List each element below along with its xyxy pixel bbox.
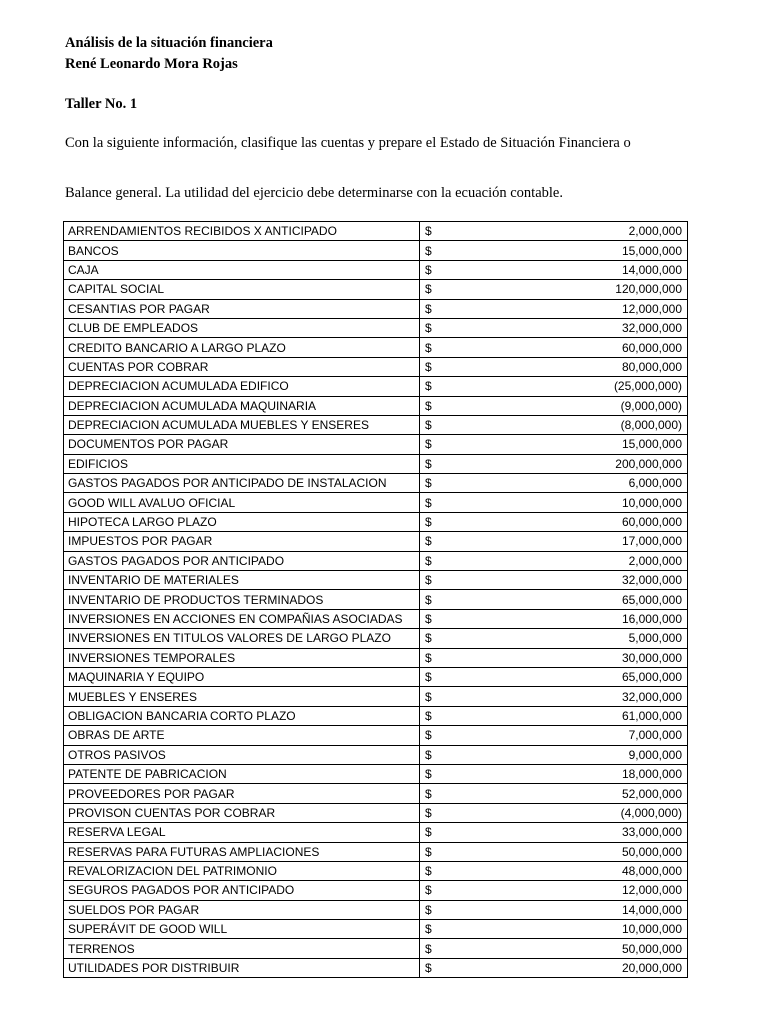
account-name-cell: PROVISON CUENTAS POR COBRAR xyxy=(64,803,420,822)
amount-cell: 16,000,000 xyxy=(441,609,688,628)
table-row xyxy=(64,454,688,473)
account-name-cell: UTILIDADES POR DISTRIBUIR xyxy=(64,958,420,977)
currency-symbol-cell: $ xyxy=(420,667,442,686)
account-name-cell: CESANTIAS POR PAGAR xyxy=(64,299,420,318)
currency-symbol-cell: $ xyxy=(420,648,442,667)
currency-symbol-cell: $ xyxy=(420,706,442,725)
currency-symbol-cell: $ xyxy=(420,571,442,590)
account-name-cell: CREDITO BANCARIO A LARGO PLAZO xyxy=(64,338,420,357)
account-name-cell: OTROS PASIVOS xyxy=(64,745,420,764)
table-row xyxy=(64,745,688,764)
amount-cell: 60,000,000 xyxy=(441,512,688,531)
table-row xyxy=(64,571,688,590)
currency-symbol-cell: $ xyxy=(420,280,442,299)
account-name-cell: SEGUROS PAGADOS POR ANTICIPADO xyxy=(64,881,420,900)
table-row xyxy=(64,260,688,279)
account-name-cell: RESERVA LEGAL xyxy=(64,823,420,842)
amount-cell: 32,000,000 xyxy=(441,571,688,590)
table-row xyxy=(64,609,688,628)
table-row xyxy=(64,900,688,919)
currency-symbol-cell: $ xyxy=(420,609,442,628)
currency-symbol-cell: $ xyxy=(420,881,442,900)
account-name-cell: DEPRECIACION ACUMULADA MAQUINARIA xyxy=(64,396,420,415)
amount-cell: 18,000,000 xyxy=(441,764,688,783)
account-name-cell: IMPUESTOS POR PAGAR xyxy=(64,532,420,551)
currency-symbol-cell: $ xyxy=(420,474,442,493)
accounts-table xyxy=(63,221,688,978)
amount-cell: 2,000,000 xyxy=(441,551,688,570)
table-row xyxy=(64,590,688,609)
currency-symbol-cell: $ xyxy=(420,299,442,318)
currency-symbol-cell: $ xyxy=(420,958,442,977)
account-name-cell: INVERSIONES TEMPORALES xyxy=(64,648,420,667)
amount-cell: 48,000,000 xyxy=(441,861,688,880)
accounts-table-body xyxy=(64,222,688,978)
workshop-title: Taller No. 1 xyxy=(65,96,138,112)
table-row xyxy=(64,629,688,648)
currency-symbol-cell: $ xyxy=(420,803,442,822)
amount-cell: 30,000,000 xyxy=(441,648,688,667)
account-name-cell: INVENTARIO DE PRODUCTOS TERMINADOS xyxy=(64,590,420,609)
amount-cell: 200,000,000 xyxy=(441,454,688,473)
table-row xyxy=(64,474,688,493)
account-name-cell: EDIFICIOS xyxy=(64,454,420,473)
account-name-cell: DEPRECIACION ACUMULADA EDIFICO xyxy=(64,377,420,396)
table-row xyxy=(64,435,688,454)
currency-symbol-cell: $ xyxy=(420,435,442,454)
table-row xyxy=(64,357,688,376)
currency-symbol-cell: $ xyxy=(420,493,442,512)
table-row xyxy=(64,861,688,880)
table-row xyxy=(64,551,688,570)
currency-symbol-cell: $ xyxy=(420,415,442,434)
currency-symbol-cell: $ xyxy=(420,222,442,241)
table-row xyxy=(64,241,688,260)
table-row xyxy=(64,958,688,977)
account-name-cell: DOCUMENTOS POR PAGAR xyxy=(64,435,420,454)
currency-symbol-cell: $ xyxy=(420,629,442,648)
currency-symbol-cell: $ xyxy=(420,784,442,803)
amount-cell: 61,000,000 xyxy=(441,706,688,725)
currency-symbol-cell: $ xyxy=(420,823,442,842)
table-row xyxy=(64,881,688,900)
table-row xyxy=(64,823,688,842)
amount-cell: 120,000,000 xyxy=(441,280,688,299)
currency-symbol-cell: $ xyxy=(420,939,442,958)
account-name-cell: RESERVAS PARA FUTURAS AMPLIACIONES xyxy=(64,842,420,861)
amount-cell: (4,000,000) xyxy=(441,803,688,822)
amount-cell: 50,000,000 xyxy=(441,842,688,861)
currency-symbol-cell: $ xyxy=(420,532,442,551)
currency-symbol-cell: $ xyxy=(420,920,442,939)
account-name-cell: BANCOS xyxy=(64,241,420,260)
amount-cell: 5,000,000 xyxy=(441,629,688,648)
currency-symbol-cell: $ xyxy=(420,900,442,919)
amount-cell: 33,000,000 xyxy=(441,823,688,842)
amount-cell: 32,000,000 xyxy=(441,318,688,337)
amount-cell: 14,000,000 xyxy=(441,900,688,919)
amount-cell: 50,000,000 xyxy=(441,939,688,958)
currency-symbol-cell: $ xyxy=(420,745,442,764)
amount-cell: 65,000,000 xyxy=(441,590,688,609)
table-row xyxy=(64,396,688,415)
amount-cell: 80,000,000 xyxy=(441,357,688,376)
table-row xyxy=(64,648,688,667)
currency-symbol-cell: $ xyxy=(420,764,442,783)
account-name-cell: GASTOS PAGADOS POR ANTICIPADO DE INSTALACION xyxy=(64,474,420,493)
amount-cell: 15,000,000 xyxy=(441,241,688,260)
account-name-cell: CAPITAL SOCIAL xyxy=(64,280,420,299)
amount-cell: 32,000,000 xyxy=(441,687,688,706)
amount-cell: 20,000,000 xyxy=(441,958,688,977)
account-name-cell: CUENTAS POR COBRAR xyxy=(64,357,420,376)
table-row xyxy=(64,299,688,318)
account-name-cell: INVERSIONES EN ACCIONES EN COMPAÑIAS ASOCIADAS xyxy=(64,609,420,628)
amount-cell: 10,000,000 xyxy=(441,920,688,939)
amount-cell: 15,000,000 xyxy=(441,435,688,454)
table-row xyxy=(64,687,688,706)
table-row xyxy=(64,706,688,725)
currency-symbol-cell: $ xyxy=(420,861,442,880)
amount-cell: 12,000,000 xyxy=(441,881,688,900)
account-name-cell: OBLIGACION BANCARIA CORTO PLAZO xyxy=(64,706,420,725)
table-row xyxy=(64,493,688,512)
account-name-cell: GOOD WILL AVALUO OFICIAL xyxy=(64,493,420,512)
currency-symbol-cell: $ xyxy=(420,260,442,279)
amount-cell: 9,000,000 xyxy=(441,745,688,764)
amount-cell: 10,000,000 xyxy=(441,493,688,512)
account-name-cell: OBRAS DE ARTE xyxy=(64,726,420,745)
table-row xyxy=(64,939,688,958)
currency-symbol-cell: $ xyxy=(420,357,442,376)
table-row xyxy=(64,512,688,531)
table-row xyxy=(64,803,688,822)
table-row xyxy=(64,377,688,396)
account-name-cell: CAJA xyxy=(64,260,420,279)
amount-cell: 14,000,000 xyxy=(441,260,688,279)
currency-symbol-cell: $ xyxy=(420,454,442,473)
amount-cell: 17,000,000 xyxy=(441,532,688,551)
table-row xyxy=(64,842,688,861)
amount-cell: (8,000,000) xyxy=(441,415,688,434)
account-name-cell: INVERSIONES EN TITULOS VALORES DE LARGO PLAZO xyxy=(64,629,420,648)
table-row xyxy=(64,764,688,783)
account-name-cell: PROVEEDORES POR PAGAR xyxy=(64,784,420,803)
account-name-cell: MAQUINARIA Y EQUIPO xyxy=(64,667,420,686)
account-name-cell: REVALORIZACION DEL PATRIMONIO xyxy=(64,861,420,880)
table-row xyxy=(64,920,688,939)
table-row xyxy=(64,415,688,434)
amount-cell: 12,000,000 xyxy=(441,299,688,318)
currency-symbol-cell: $ xyxy=(420,512,442,531)
currency-symbol-cell: $ xyxy=(420,396,442,415)
account-name-cell: ARRENDAMIENTOS RECIBIDOS X ANTICIPADO xyxy=(64,222,420,241)
account-name-cell: SUELDOS POR PAGAR xyxy=(64,900,420,919)
amount-cell: 52,000,000 xyxy=(441,784,688,803)
table-row xyxy=(64,222,688,241)
table-row xyxy=(64,784,688,803)
account-name-cell: SUPERÁVIT DE GOOD WILL xyxy=(64,920,420,939)
currency-symbol-cell: $ xyxy=(420,842,442,861)
account-name-cell: INVENTARIO DE MATERIALES xyxy=(64,571,420,590)
account-name-cell: DEPRECIACION ACUMULADA MUEBLES Y ENSERES xyxy=(64,415,420,434)
table-row xyxy=(64,280,688,299)
currency-symbol-cell: $ xyxy=(420,726,442,745)
document-title: Análisis de la situación financiera xyxy=(65,35,273,51)
table-row xyxy=(64,532,688,551)
amount-cell: (9,000,000) xyxy=(441,396,688,415)
currency-symbol-cell: $ xyxy=(420,590,442,609)
amount-cell: 60,000,000 xyxy=(441,338,688,357)
account-name-cell: PATENTE DE PABRICACION xyxy=(64,764,420,783)
instructions-line-2: Balance general. La utilidad del ejercicio debe determinarse con la ecuación contable. xyxy=(65,185,563,201)
table-row xyxy=(64,338,688,357)
currency-symbol-cell: $ xyxy=(420,318,442,337)
currency-symbol-cell: $ xyxy=(420,687,442,706)
currency-symbol-cell: $ xyxy=(420,377,442,396)
instructions-line-1: Con la siguiente información, clasifique las cuentas y prepare el Estado de Situación Financiera o xyxy=(65,135,631,151)
account-name-cell: MUEBLES Y ENSERES xyxy=(64,687,420,706)
account-name-cell: CLUB DE EMPLEADOS xyxy=(64,318,420,337)
table-row xyxy=(64,667,688,686)
table-row xyxy=(64,318,688,337)
document-author: René Leonardo Mora Rojas xyxy=(65,56,238,72)
table-row xyxy=(64,726,688,745)
account-name-cell: HIPOTECA LARGO PLAZO xyxy=(64,512,420,531)
amount-cell: 6,000,000 xyxy=(441,474,688,493)
account-name-cell: TERRENOS xyxy=(64,939,420,958)
amount-cell: 7,000,000 xyxy=(441,726,688,745)
currency-symbol-cell: $ xyxy=(420,551,442,570)
amount-cell: 65,000,000 xyxy=(441,667,688,686)
account-name-cell: GASTOS PAGADOS POR ANTICIPADO xyxy=(64,551,420,570)
currency-symbol-cell: $ xyxy=(420,241,442,260)
currency-symbol-cell: $ xyxy=(420,338,442,357)
amount-cell: (25,000,000) xyxy=(441,377,688,396)
amount-cell: 2,000,000 xyxy=(441,222,688,241)
